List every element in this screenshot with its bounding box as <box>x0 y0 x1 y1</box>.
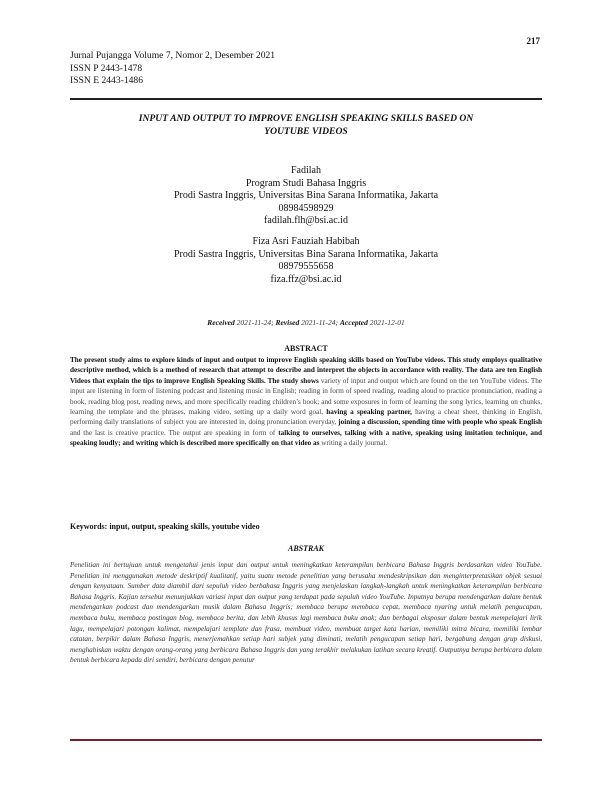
journal-volume: Jurnal Pujangga Volume 7, Nomor 2, Desember 2021 <box>70 50 276 61</box>
revised-date: 2021-11-24 <box>301 318 336 327</box>
abstract-heading: ABSTRACT <box>284 344 328 353</box>
abstract-body <box>70 355 542 449</box>
abstract-text-5: joining a discussion, spending time with people who speak English <box>338 418 542 427</box>
received-label: Received <box>207 318 235 327</box>
footer-divider <box>70 739 542 741</box>
header-divider <box>70 98 542 100</box>
author-phone: 08984598929 <box>278 202 334 214</box>
author-name: Fiza Asri Fauziah Habibah <box>252 236 360 247</box>
author-affiliation: Prodi Sastra Inggris, Universitas Bina Sarana Informatika, Jakarta <box>173 190 439 202</box>
abstract-text-2: variety of input and output which are found on the ten YouTube videos. The input are listening in form of listening podcast and listening music in English; reading in form of speed reading, reading aloud to practice pronunciation, reading a book, reading blog post, reading news, and more specifically reading children’s book; and some exposures in form of learning the song lyrics, learning on chunks, learning the template and the phrases, making video, setting up a daily word goal, <box>70 376 542 417</box>
revised-label: Revised <box>275 318 300 327</box>
abstrak-body: Penelitian ini bertujuan untuk mengetahui jenis input dan output untuk meningkatkan keterampilan berbicara Bahasa Inggris berdasarkan video YouTube. Penelitian ini menggunakan metode deskriptif kualitatif, yaitu suatu metode penelitian yang berusaha mendeskripsikan dan menginterpretasikan objek sesuai dengan kenyataan. Sumber data diambil dari sepuluh video berbahasa Inggris yang menjelaskan langkah-langkah untuk meningkatkan keterampilan berbicara Bahasa Inggris. Kajian tersebut menunjukkan variasi input dan output yang terdapat pada sepuluh video YouTube. Inputnya berupa mendengarkan dalam bentuk mendengarkan podcast dan mendengarkan musik dalam Bahasa Inggris; membaca berupa membaca cepat, membaca nyaring untuk melatih pengucapan, membaca buku, membaca postingan blog, membaca berita, dan lebih khusus lagi membaca buku anak; dan berbagai eksposur dalam bentuk mempelajari lirik lagu, mempelajari potongan kalimat, mempelajari template dan frasa, membuat video, membuat target kata harian, memiliki mitra bicara, memiliki lembar catatan, berpikir dalam Bahasa Inggris, menerjemahkan setiap hari subjek yang diminati, melatih pengucapan setiap hari, bergabung dengan grup diskusi, menghabiskan waktu dengan orang-orang yang berbicara Bahasa Inggris dan yang terakhir melakukan latihan secara kreatif. Outputnya berupa berbicara dalam bentuk berbicara kepada diri sendiri, berbicara dengan penutur <box>70 561 542 665</box>
issn-print: ISSN P 2443-1478 <box>70 62 143 74</box>
abstract-text-1: The present study aims to explore kinds of input and output to improve English speaking skills based on YouTube videos. This study employs qualitative descriptive method, which is a method of research that attempt to describe and interpret the objects in accordance with reality. The data are ten English Videos that explain the tips to improve English Speaking Skills. The study shows <box>70 356 542 385</box>
title-line-2: YOUTUBE VIDEOS <box>264 126 348 137</box>
abstrak-heading: ABSTRAK <box>287 544 324 553</box>
author-phone: 08979555658 <box>278 261 334 273</box>
author-affiliation: Prodi Sastra Inggris, Universitas Bina Sarana Informatika, Jakarta <box>173 248 439 260</box>
abstract-text-4: having a cheat sheet, thinking in English, performing daily translations of subject you are interested in, doing pronunciation everyday, <box>70 408 542 427</box>
accepted-date: 2021-12-01 <box>369 318 405 327</box>
submission-dates: Received 2021-11-24; Revised 2021-11-24; Accepted 2021-12-01 <box>207 318 405 327</box>
author-name: Fadilah <box>291 165 321 176</box>
title-line-1: INPUT AND OUTPUT TO IMPROVE ENGLISH SPEAKING SKILLS BASED ON <box>138 113 474 124</box>
author-email: fadilah.flh@bsi.ac.id <box>264 215 348 227</box>
author-department: Program Studi Bahasa Inggris <box>245 177 367 189</box>
abstract-text-6: and the last is creative practice. The output are speaking in form of <box>70 428 279 437</box>
page-number: 217 <box>526 36 540 46</box>
abstract-text-3: having a speaking partner, <box>326 408 412 417</box>
author-block-1 <box>0 165 612 228</box>
author-block-2 <box>0 236 612 286</box>
abstract-text-7: talking to ourselves, talking with a native, speaking using imitation technique, and speaking loudly; and writing which is described more specifically on that video as <box>70 428 542 448</box>
author-email: fiza.ffz@bsi.ac.id <box>270 273 342 285</box>
paper-title <box>80 112 532 138</box>
keywords: Keywords: input, output, speaking skills, youtube video <box>70 522 260 531</box>
issn-electronic: ISSN E 2443-1486 <box>70 75 144 86</box>
abstract-text-8: writing a daily journal. <box>319 439 388 448</box>
received-date: 2021-11-24 <box>236 318 272 327</box>
accepted-label: Accepted <box>339 318 368 327</box>
journal-info <box>70 50 275 88</box>
